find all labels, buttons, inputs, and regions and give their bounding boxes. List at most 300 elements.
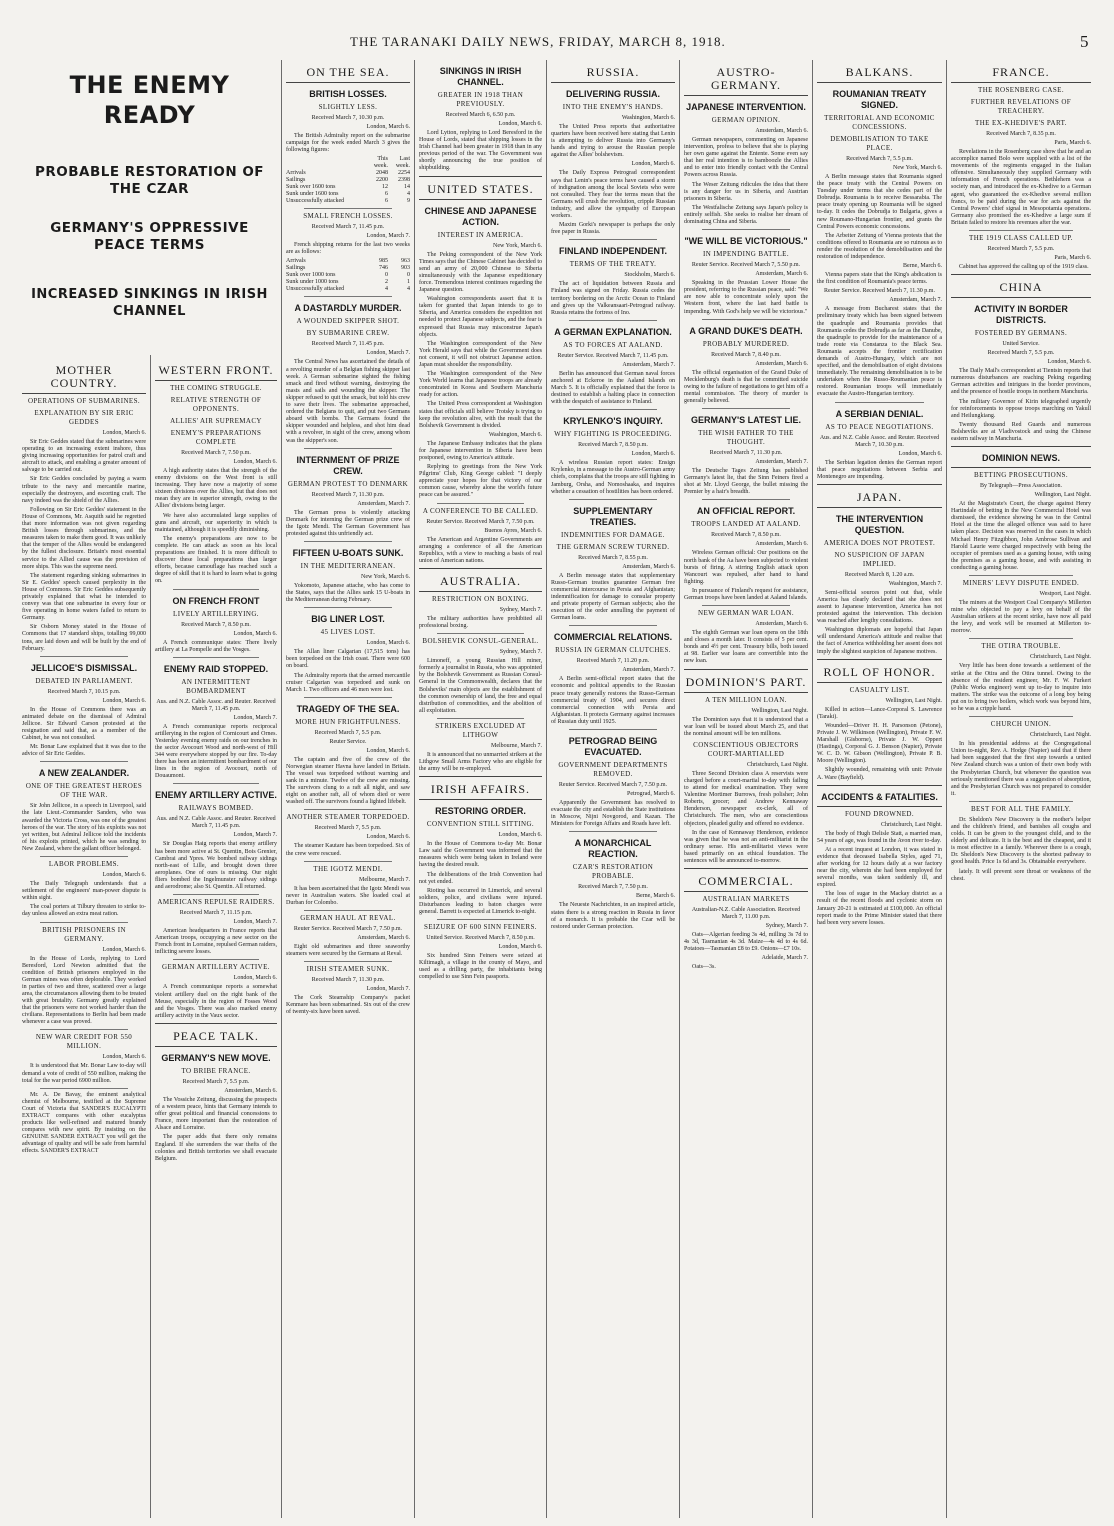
dateline: Melbourne, March 7. [491, 742, 542, 749]
rule [702, 605, 790, 606]
subheading: IRISH STEAMER SUNK. [306, 965, 390, 974]
paragraph: The deliberations of the Irish Convention had not yet ended. [419, 871, 542, 885]
rule [569, 409, 657, 410]
subheading: BIG LINER LOST. [311, 614, 385, 625]
rule [835, 402, 924, 403]
subheading: THE COMING STRUGGLE. [170, 384, 262, 392]
received-line: United Service. Received March 7, 8.50 p.m. [426, 935, 535, 942]
rule [419, 176, 542, 177]
dateline: London, March 6. [366, 124, 410, 130]
rule [40, 856, 128, 857]
paragraph: Sir John Jellicoe, in a speech in Liverpool, said the late Lieut.-Commander Sanders, who was awarded the Victoria Cross, was one of the greatest heroes of the war. The story of his exploits was not yet written, but Admiral Jellicoe told the incidents of his exploits printed, which he was sending to New Zealand, where the gallant officer belonged. [22, 803, 146, 852]
page-number: 5 [1080, 32, 1089, 51]
received-line: United Service. [1002, 341, 1040, 348]
paragraph: Wireless German official: Our positions on the north bank of the Aa have been subjected to violent bursts of firing. A stirring English attack upon Wancourt was repulsed, after hand to hand fighting. [684, 550, 808, 585]
dateline: London, March 6. [233, 459, 277, 465]
subheading: AS TO PEACE NEGOTIATIONS. [825, 422, 934, 431]
paragraph: Revelations in the Rosenberg case show that he and an accomplice named Bolo were supplied with a list of the movements of the regiments engaged in the Italian offensive. Simultaneously they supplied Germany with information of French operations. Bethlehem was a society man, and introduced the ex-Khedive to a German agent, who guaranteed the ex-Khedive several million francs, to be paid during the war for acts against the Central Powers' chief signal in Mesopotamia operations. Germany also promised the ex-Khedive a large sum if Britain failed to restore his revenues after the war. [951, 149, 1091, 226]
paragraph: In the case of Kennaway Henderson, evidence was given that he was not an anti-militarist in the ordinary sense. His anti-militarist views were based primarily on an ethical foundation. The sentences will be announced to-morrow. [684, 829, 808, 864]
paragraph: Six hundred Sinn Feiners were seized at Kiltimagh, a village in the county of Mayo, and used as a drilling party, the inhabitants being compelled to use Sinn Fein passports. [419, 953, 542, 981]
table-row: Sunk under 1600 tons 6 4 [286, 191, 410, 198]
rule [951, 274, 1091, 275]
section-heading: ACCIDENTS & FATALITIES. [821, 791, 938, 802]
paragraph: The military authorities have prohibited all professional boxing. [419, 615, 542, 630]
rule [817, 484, 942, 485]
rule [173, 894, 259, 895]
paragraph: lately. It will prevent sore throat or weakness of the chest. [951, 868, 1091, 882]
paragraph: Berlin has announced that German naval forces anchored at Eckeroe in the Aaland Islands on March 5. It is officially explained that the force is destined to establish a halting place in connection with the despatch of assistance to Finland. [551, 370, 675, 406]
received-line: Received March 7, 5.5 p.m. [987, 350, 1055, 357]
rule [304, 809, 392, 810]
dateline: London, March 7. [233, 919, 277, 926]
subheading: GERMAN OPINION. [711, 116, 781, 124]
paragraph: The British Admiralty report on the submarine campaign for the week ended March 3 gives the following figures: [286, 133, 410, 154]
subheading: OPERATIONS OF SUBMARINES. [27, 397, 141, 405]
dateline: Christchurch, Last Night. [881, 821, 942, 828]
dateline: Wellington, Last Night. [885, 697, 942, 704]
rule [419, 568, 542, 569]
subheading: FINLAND INDEPENDENT. [558, 246, 667, 257]
table-row: Sunk over 1600 tons 12 14 [286, 184, 410, 191]
subheading: ENEMY'S PREPARATIONS COMPLETE [170, 429, 262, 446]
paragraph: A French communique reports a somewhat violent artillery duel on the right bank of the Meuse, especially in the region of Fosses Wood and the Vosges. There was also marked enemy artillery activity in the Vaux sector. [155, 984, 277, 1019]
dateline: Sydney, March 7. [499, 649, 542, 656]
subheading: SUPPLEMENTARY TREATIES. [573, 505, 653, 527]
received-line: Received March 7, 8.50 p.m. [578, 442, 648, 449]
paragraph: The act of liquidation between Russia and Finland was signed on Friday. Russia cedes the territory bordering on the Arctic Ocean to Finland and gives up the Valkeansaari-Petrograd railway. Russia retains the fortress of Ino. [551, 281, 675, 316]
paragraph: Cabinet has approved the calling up of the 1919 class. [959, 264, 1089, 271]
dateline: Christchurch, Last Night. [747, 761, 808, 768]
dateline: Wellington, Last Night. [751, 707, 808, 714]
dateline: Melbourne, March 7. [359, 876, 410, 883]
rule [437, 503, 524, 504]
subheading: AN OFFICIAL REPORT. [696, 506, 796, 517]
paragraph: The Vossiche Zeitung, discussing the prospects of a western peace, hints that Germany intends to offer great political and financial concessions to France, more important than the restoration of Alsace and Lorraine. [155, 1096, 277, 1132]
column-france [951, 60, 1091, 1518]
dateline: Sydney, March 7. [499, 606, 542, 613]
subheading: ANOTHER STEAMER TORPEDOED. [286, 813, 410, 822]
subheading: DEBATED IN PARLIAMENT. [35, 676, 133, 685]
dateline: London, March 6. [498, 121, 542, 127]
dateline: Amsterdam, March 7. [622, 361, 675, 368]
subheading: GERMAN HAUL AT REVAL. [300, 913, 396, 922]
subheading: AMERICA DOES NOT PROTEST. [823, 538, 936, 547]
received-line: Received March 7, 11.45 p.m. [311, 224, 385, 231]
dateline: Stockholm, March 6. [624, 272, 675, 279]
dateline: Amsterdam, March 6. [755, 621, 808, 628]
paragraph: The body of Hugh Delisle Statt, a married man, 54 years of age, was found in the Avon river to-day. [817, 830, 942, 844]
rule [702, 229, 790, 230]
subheading: BEST FOR ALL THE FAMILY. [970, 804, 1072, 813]
subheading: FIFTEEN U-BOATS SUNK. [292, 547, 404, 558]
column-rule [679, 60, 680, 1518]
section-heading: SINKINGS IN IRISH CHANNEL. [439, 66, 522, 87]
paragraph: A Berlin semi-official report states that the economic and political appendix to the Russian peace treaty generally restores the Russo-German commercial treaty of 1904, and secures direct commercial connection with Persia and Afghanistan. It protects Germany against increases of Russian duty until 1925. [551, 676, 675, 725]
dateline: Paris, March 6. [1054, 255, 1091, 262]
rule [684, 891, 808, 892]
section-heading: DOMINION NEWS. [982, 453, 1060, 464]
rule [951, 467, 1091, 468]
section-heading: BALKANS. [845, 65, 914, 79]
paragraph: The Washington correspondent of the New York World learns that Japanese troops are already concentrated in Korea and Southern Manchuria ready for action. [419, 371, 542, 399]
dateline: London, March 6. [233, 630, 277, 637]
subheading: SLIGHTLY LESS. [318, 103, 378, 111]
received-line: Received March 7, 5.5 p.m. [314, 825, 382, 832]
paragraph: The captain and five of the crew of the Norwegian steamer Havna have landed in Britain. The vessel was torpedoed without warning and sank in a minute. Twelve of the crew are missing. The survivors clung to a raft all night, and saw eight on another raft, all of whom died or were washed off. The survivors found a lighted lifebelt. [286, 756, 410, 806]
masthead-title: THE TARANAKI DAILY NEWS, FRIDAY, MARCH 8, 1918. [350, 34, 726, 49]
table-row: Sailings 746 903 [286, 265, 410, 272]
dateline: Paris, March 6. [1054, 140, 1091, 146]
paragraph: It is announced that no unmarried strikers at the Lithgow Small Arms Factory who are eligible for the army will be re-employed. [419, 751, 542, 773]
rule [569, 320, 657, 321]
paragraph: At a recent inquest at London, it was stated in evidence that deceased Isabella Styles, aged 71, after working for 12 hours daily at a war factory near the city, wherein she had been employed for several months, was taken suddenly ill, and expired. [817, 846, 942, 889]
paragraph: Apparently the Government has resolved to evacuate the city and establish the State institutions in Moscow, Nijni Novgorod, and Kazan. The Ministers for Foreign Affairs and Roads have left. [551, 800, 675, 828]
dateline: London, March 6. [233, 975, 277, 982]
rule [969, 575, 1073, 576]
rule [304, 448, 392, 449]
dateline: New York, March 6. [361, 573, 410, 580]
paragraph: Mr. Bonar Law explained that it was due to the advice of Sir Eric Geddes. [22, 744, 146, 758]
paragraph: In the House of Lords, replying to Lord Beresford, Lord Newton admitted that the condition of British prisoners employed in the German mines was often deplorable. They worked in parties of two and three, scattered over a large area, the circumstances allowing them to be treated with great brutality. Germany greatly explained that the prisoners were not worked harder than the civilians. Representations to Berlin had been made whenever a case was proved. [22, 955, 146, 1026]
paragraph: Maxim Gorki's newspaper is perhaps the only free paper in Russia. [551, 222, 675, 236]
subheading: GERMAN PROTEST TO DENMARK [287, 479, 409, 488]
paragraph: A high authority states that the strength of the enemy divisions on the West front is still increasing. They have now a majority of some sixteen divisions over the Allies, but that does not mean they are in superior strength, owing to the Allies' divisions being larger. [155, 468, 277, 510]
subheading: GREATER IN 1918 THAN PREVIOUSLY. [437, 91, 524, 108]
rule [40, 922, 128, 923]
dateline: Amsterdam, March 7. [357, 500, 410, 507]
subheading: GERMAN ARTILLERY ACTIVE. [162, 963, 270, 972]
subheading: AMERICANS REPULSE RAIDERS. [157, 898, 275, 907]
dateline: London, March 6. [498, 832, 542, 839]
subheading: LABOR PROBLEMS. [48, 860, 120, 869]
dateline: London, March 6. [102, 1054, 146, 1061]
rule [437, 919, 524, 920]
rule [304, 861, 392, 862]
section-heading: DOMINION'S PART. [685, 674, 807, 689]
section-heading: WESTERN FRONT. [158, 363, 274, 377]
subheading: ROUMANIAN TREATY SIGNED. [832, 89, 927, 110]
subheading: STRIKERS EXCLUDED AT LITHGOW [435, 721, 526, 739]
received-line: Reuter Service. Received March 7, 11.45 p.m. [557, 352, 669, 359]
rule [817, 659, 942, 660]
rule [569, 831, 657, 832]
paragraph: The Weser Zeitung ridicules the idea that there is any danger for us in Siberia, and Austrian prisoners in Siberia. [684, 181, 808, 202]
rule [419, 199, 542, 200]
paragraph: The Japanese Embassy indicates that the plans for Japanese intervention in Siberia have been postponed, owing to America's attitude. [419, 440, 542, 461]
paragraph: At the Magistrate's Court, the charge against Henry Hartindale of betting in the New Commercial Hotel was dismissed, the evidence showing he was in the Central Hotel at the time the alleged offence was said to have taken place. Decision was reserved in the cases in which Michael Henry Fitzgibbon, John Ambrose Sullivan and Harold Laurie were charged respectively with being the occupier of premises used as a gaming house, with using the premises as a gaming house, and with assisting in conducting a gaming house. [951, 501, 1091, 571]
received-line: Reuter Service. [329, 738, 367, 745]
subheading: SMALL FRENCH LOSSES. [303, 212, 393, 221]
rule [173, 589, 259, 590]
subheading: MORE HUN FRIGHTFULNESS. [295, 717, 401, 726]
rule [304, 697, 392, 698]
paragraph: Killed in action—Lance-Corporal S. Lawrence (Taraki). [817, 706, 942, 720]
subheading: EXPLANATION BY SIR ERIC GEDDES [34, 409, 134, 426]
column-austro-germany [684, 60, 808, 1518]
dateline: London, March 6. [631, 451, 675, 458]
subheading: CZAR'S RESTORATION PROBABLE. [572, 863, 654, 881]
rule [951, 82, 1091, 83]
subheading: JAPANESE INTERVENTION. [686, 102, 806, 112]
column-rule [281, 60, 282, 1518]
paragraph: Lord Lytton, replying to Lord Beresford in the House of Lords, stated that shipping losses in the Irish Channel had been greater in 1918 than in any previous period of the war. The Government was shortly announcing the true position of shipbuilding. [419, 130, 542, 172]
paragraph: Yokomoto, Japanese attache, who has come to the States, says that the Allies sank 15 U-boats in the Mediterranean during February. [286, 582, 410, 604]
rule [951, 297, 1091, 298]
paragraph: A Berlin message states that Roumania signed the peace treaty with the Central Powers on Tuesday under terms that she cedes part of the Dobrudja. Roumania is to receive Bessarabia. The peace treaty opening up Roumania will be signed to-day. It cedes the Dobrudja to Bulgaria, gives a new Roumano-Hungarian frontier, and grants the Central Powers economic concessions. [817, 174, 942, 230]
paragraph: The Cork Steamship Company's packet Kenmare has been submarined. Six out of the crew of twenty-six have been saved. [286, 995, 410, 1016]
rule [551, 82, 675, 83]
rule [969, 716, 1073, 717]
paragraph: Limoneff, a young Russian Hill miner, formerly a journalist in Russia, who was appointed by the Bolshevik Government as Russian Consul-General in the Commonwealth, declares that the Bolsheviks' main objects are the establishment of the common ownership of land, the free and equal distribution of commodities, and the abolition of all exploitation. [419, 658, 542, 714]
dateline: Washington, March 7. [888, 580, 942, 587]
paragraph: The Neueste Nachrichten, in an inspired article, states there is a strong reaction in Russia in favor of a monarch. It is probable the Czar will be restored under German protection. [551, 902, 675, 930]
paragraph: The Westfalische Zeitung says Japan's policy is entirely selfish. She seeks to realise her dream of dominating China and Siberia. [684, 204, 808, 226]
paragraph: Very little has been done towards a settlement of the strike at the Otira and the Otira tunnel. Owing to the absence of the resident engineer, Mr. F. W. Furkert (Public Works engineer) went up to-day to inquire into matters. The strike was the outcome of a long boy being put on to bring two boilers, which work was beyond him, so he was a cripple hand. [951, 663, 1091, 713]
subheading: THE INTERVENTION QUESTION. [835, 513, 924, 535]
rule [569, 499, 657, 500]
received-line: Received March 7, 8.35 p.m. [986, 131, 1056, 137]
rule [684, 669, 808, 670]
rule [173, 783, 259, 784]
subheading: THE 1919 CLASS CALLED UP. [969, 234, 1073, 243]
paragraph: Rioting has occurred in Limerick, and several soldiers, police, and civilians were injured. Disturbances leading to baton charges were general. Barrett is expected at Limerick to-night. [419, 887, 542, 915]
section-heading: FRANCE. [992, 65, 1050, 79]
subheading: BETTING PROSECUTIONS. [974, 471, 1068, 480]
received-line: Aus. and N.Z. Cable Assoc. and Reuter. Received March 7, 11.45 p.m. [156, 816, 276, 830]
rule [419, 776, 542, 777]
subheading: AUSTRALIAN MARKETS [702, 895, 790, 904]
advertisement: Mr. A. De Bavay, the eminent analytical chemist of Melbourne, testified at the Supreme Court of Victoria that SANDER'S EUCALYPTI EXTRACT compares with other eucalyptus products like well-refined and matured brandy compares with new spirit. By insisting on the GENUINE SANDER EXTRACT you will get the advantage of quality and will be safe from harmful effects. SANDER'S EXTRACT [22, 1091, 146, 1155]
rule [702, 408, 790, 409]
received-line: Reuter Service. Received March 7, 7.50 p.m. [558, 782, 668, 789]
subheading: INTO THE ENEMY'S HANDS. [562, 103, 664, 111]
subheading: A SERBIAN DENIAL. [835, 408, 924, 419]
paragraph: The United Press correspondent at Washington states that officials still believe Trotsky is trying to keep the revolution alive, with the result that the Bolshevik Government is divided. [419, 401, 542, 429]
dateline: London, March 7. [366, 350, 410, 357]
dateline: Berne, March 6. [903, 263, 942, 270]
paragraph: Oats—3s. [692, 964, 716, 971]
subheading: ACTIVITY IN BORDER DISTRICTS. [974, 304, 1068, 326]
rule [437, 633, 524, 634]
subheading: ALLIES' AIR SUPREMACY [170, 417, 262, 425]
paragraph: The Arbeiter Zeitung of Vienna protests that the conditions offered to Roumania are so ruinous as to render the resolution of the demobilisation and the restoration of independence. [817, 232, 942, 261]
subheading: RELATIVE STRENGTH OF OPPONENTS. [170, 396, 262, 413]
subheading: ONE OF THE GREATEST HEROES OF THE WAR. [25, 782, 143, 800]
subheading: ENEMY ARTILLERY ACTIVE. [155, 790, 277, 801]
received-line: Received March 7, 7.50 p.m. [578, 884, 648, 891]
column-western-front [155, 358, 277, 1518]
subheading: THE WISH FATHER TO THE THOUGHT. [698, 429, 794, 447]
dateline: London, March 7. [366, 233, 410, 240]
subheading: INTERNMENT OF PRIZE CREW. [296, 454, 400, 476]
subheading: RESTORING ORDER. [435, 806, 526, 817]
paragraph: Eight old submarines and three seaworthy steamers were secured by the Germans at Reval. [286, 943, 410, 958]
column-on-the-sea [286, 60, 410, 1518]
paragraph: Three Second Division class A reservists were charged before a court-martial to-day with failing to attend for medical examination. They were Valentine Mortimer Burrows, fresh polisher; John Roberts, grocer; and Andrew Kennaway Henderson, newspaper ex-clerk, all of Christchurch. The men, who are conscientious objectors, pleaded guilty and offered no evidence. [684, 770, 808, 827]
paragraph: Sir Eric Geddes stated that the submarines were operating to an increasing extent inshore, thus giving increasing opportunities for patrol craft and aircraft to attack, and enabling a greater amount of salvage to be carried out. [22, 439, 146, 474]
paragraph: German newspapers, commenting on Japanese intervention, profess to believe that she is playing her own game against the Entente. Some even say that her real intention is to bamboozle the Allies and to enter into friendly contact with the Central Powers across Russia. [684, 137, 808, 179]
subheading: TERMS OF THE TREATY. [569, 260, 657, 269]
paragraph: Following on Sir Eric Geddes' statement in the House of Commons, Mr. Asquith said he regretted that more information was not given regarding British losses through submarines, and the measures taken to make them good. It was unlikely that the temper of the Allies would be endangered by the fullest disclosure. Britain's most essential service to the Allied cause was the provision of more ships. This was the supreme need. [22, 506, 146, 570]
subheading: LIVELY ARTILLERYING. [173, 609, 259, 618]
dateline: London, March 6. [498, 944, 542, 951]
paragraph: A message from Bucharest states that the preliminary treaty which has been signed between the quadruple and Roumania provides that Roumania cedes the Dobrudja as far as the Danube, the quadruple to provide for the maintenance of a trade route via Constanza to the Black Sea. Roumania accepts the frontier rectification demands of Austro-Hungary, which are not specified, and the demobilisation of eight divisions immediately. The remaining demobilisation is to be undertaken when the Russo-Roumanian peace is restored. Roumanian troops will immediately evacuate the Austro-Hungarian territory. [817, 306, 942, 398]
paragraph: Sir Eric Geddes concluded by paying a warm tribute to the navy and mercantile marine, especially the destroyers, and escorting craft. The navy indeed was the shield of the Allies. [22, 476, 146, 504]
rule [419, 591, 542, 592]
dateline: London, March 6. [366, 834, 410, 841]
dateline: Westport, Last Night. [1039, 591, 1091, 597]
rule [702, 319, 790, 320]
rule [40, 1029, 128, 1030]
subheading: AS TO FORCES AT AALAND. [563, 340, 663, 349]
subheading: A TEN MILLION LOAN. [705, 695, 787, 704]
dateline: Amsterdam, March 6. [755, 360, 808, 367]
dateline: New York, March 6. [493, 242, 542, 249]
rule [969, 801, 1073, 802]
section-heading: AUSTRO-GERMANY. [710, 65, 782, 92]
paragraph: Sir Osborn Money stated in the House of Commons that 17 standard ships, totalling 99,000 tons, are laid down and will be built by the end of February. [22, 624, 146, 652]
received-line: Received March 7, 8.55 p.m. [578, 554, 648, 561]
subheading: PROBABLY MURDERED. [702, 339, 790, 348]
received-line: Received March 7, 8.50 p.m. [181, 621, 251, 628]
subheading: TROOPS LANDED AT AALAND. [691, 520, 801, 529]
received-line: Received March 7, 5.5 p.m. [987, 246, 1055, 253]
received-line: By Telegraph—Press Association. [980, 483, 1062, 490]
subheading: GERMANY'S LATEST LIE. [691, 415, 801, 426]
received-line: Received March 7, 11.30 p.m. [311, 977, 385, 984]
dateline: Christchurch, Last Night. [1030, 732, 1091, 739]
dateline: Wellington, Last Night. [1034, 492, 1091, 499]
received-line: Received March 7, 5.5 p.m. [846, 156, 913, 162]
paragraph: The loss of sugar in the Mackay district as a result of the recent floods and cyclonic storm on January 20-21 is estimated at £100,000. An official report made to the Prime Minister stated that there had been very severe losses. [817, 891, 942, 926]
subheading: INDEMNITIES FOR DAMAGE. [561, 530, 665, 539]
table-row: Arrivals 2048 2254 [286, 170, 410, 177]
paragraph: The United Press reports that authoritative quarters have been received here stating that Lenin is attempting to deliver Russia into Germany's hands and trying to arouse the Russian people against the Allies' bolshevism. [551, 124, 675, 159]
dateline: Washington, March 6. [621, 115, 675, 121]
rule [569, 729, 657, 730]
section-heading: RUSSIA. [586, 65, 640, 79]
subheading: JELLICOE'S DISMISSAL. [30, 662, 138, 673]
section-heading: ON THE SEA. [306, 65, 390, 79]
rule [702, 499, 790, 500]
rule [40, 761, 128, 762]
paragraph: Slightly wounded, remaining with unit: Private A. Ware (Bayfield). [817, 767, 942, 781]
rule [286, 82, 410, 83]
received-line: Australian-N.Z. Cable Association. Received March 7, 11.00 p.m. [691, 907, 801, 921]
section-heading: IRISH AFFAIRS. [430, 782, 531, 797]
dateline: Amsterdam, March 6. [755, 541, 808, 548]
received-line: Received March 7, 5.5 p.m. [182, 1078, 250, 1085]
rule [817, 785, 942, 786]
rule [569, 239, 657, 240]
column-rule [812, 60, 813, 1518]
paragraph: The coal porters at Tilbury threaten to strike to-day unless allowed an extra meat ration. [22, 904, 146, 918]
table-row: Unsuccessfully attacked 6 9 [286, 198, 410, 205]
section-heading: AUSTRALIA. [440, 573, 521, 588]
subheading: PETROGRAD BEING EVACUATED. [568, 736, 658, 758]
paragraph: The Central News has ascertained the details of a revolting murder of a Belgian fishing skipper last week. A German submarine sighted the fishing smack and fired without warning, destroying the masts and sails and wounding the skipper. The skipper refused to quit the smack, but told his crew to save their lives. The submarine approached, ordered the Belgians to quit, and put two Germans aboard with bombs. The Germans found the skipper wounded and helpless, and shot him dead with a revolver, in sight of the crew, among whom was the skipper's son. [286, 359, 410, 444]
rule [22, 393, 146, 394]
paragraph: Sir Douglas Haig reports that enemy artillery has been more active at St. Quentin, Bois Grenier, Cambrai and Ypres. We bombed railway sidings north-east of Lille, and brought down three aeroplanes. One of ours is missing. Our night fliers bombed the Ingelmunster railway sidings and aerodrome; also St. Quentin. All returned. [155, 841, 277, 890]
received-line: Received March 7, 8.50 p.m. [711, 532, 781, 539]
subheading: A MONARCHICAL REACTION. [574, 838, 652, 860]
subheading: BY SUBMARINE CREW. [306, 329, 390, 338]
dateline: London, March 6. [102, 697, 146, 704]
rule [969, 230, 1073, 231]
subheading: RESTRICTION ON BOXING. [432, 594, 529, 603]
paragraph: A wireless Russian report states: Ensign Krylenko, in a message to the Austro-German army chiefs, complains that the troops are still fighting in Jamburg, Orsha, and Nomoshaaka, and inquires whether a cessation of hostilities has been ordered. [551, 460, 675, 495]
dateline: London, March 6. [366, 747, 410, 754]
received-line: Aus. and N.Z. Cable Assoc. and Reuter. Received March 7, 11.45 p.m. [156, 698, 276, 712]
subheading: BRITISH PRISONERS IN GERMANY. [42, 925, 126, 943]
paragraph: The Dominion says that it is understood that a war loan will be issued about March 25, and that the nominal amount will be ten millions. [684, 716, 808, 737]
dateline: Christchurch, Last Night. [1030, 654, 1091, 661]
subheading: FOSTERED BY GERMANS. [974, 329, 1068, 338]
subheading: CONSCIENTIOUS OBJECTORS COURT-MARTIALLED [693, 740, 799, 758]
dateline: Petrograd, March 6. [627, 791, 675, 798]
dateline: Washington, March 6. [488, 431, 542, 438]
dateline: London, March 6. [102, 430, 146, 436]
subheading: A WOUNDED SKIPPER SHOT. [296, 317, 400, 326]
rule [173, 959, 259, 960]
rule [304, 541, 392, 542]
paragraph: In the House of Commons there was an animated debate on the dismissal of Admiral Jellicoe. Sir Edward Carson protested at the resignation and said that, as a member of the Cabinet, he was not consulted. [22, 706, 146, 742]
rule [969, 638, 1073, 639]
rule [419, 799, 542, 800]
dateline: Amsterdam, March 7. [889, 297, 942, 304]
table-row: Sunk under 1000 tons 2 1 [286, 279, 410, 286]
shipping-table: This Last week. week. Arrivals 2048 2254 Sailings 2200 2398 Sunk over 1600 tons 12 14 Sunk under 1600 tons 6 4 Unsuccessfully attacked 6 9 [286, 156, 410, 205]
paragraph: The Washington correspondent of the New York Herald says that while the Government does not consent, it will not obstruct Japanese action. Japan must shoulder the responsibility. [419, 340, 542, 368]
paragraph: The German press is violently attacking Denmark for interning the German prize crew of the Igotz Mendi. The German Government has protested against this unfriendly act. [286, 509, 410, 537]
rule [304, 961, 392, 962]
subheading: FOUND DROWNED. [845, 809, 914, 818]
rule [684, 95, 808, 96]
subheading: IN IMPENDING BATTLE. [703, 250, 789, 259]
received-line: Received March 8, 1.20 a.m. [844, 571, 915, 578]
subheading: BOLSHEVIK CONSUL-GENERAL. [422, 637, 539, 646]
subheading: CASUALTY LIST. [849, 685, 910, 694]
paragraph: The official organisation of the Grand Duke of Mecklenburg's death is that he committed suicide owing to the failure of negotiations to get him off a mental commission. The theory of murder is generally believed. [684, 369, 808, 404]
paragraph: A French communique states: There lively artillery at La Pompelle and the Vosges. [155, 639, 277, 653]
subheading: ENEMY RAID STOPPED. [163, 663, 269, 674]
rule [684, 868, 808, 869]
section-heading: CHINA [999, 280, 1043, 295]
rule [437, 718, 524, 719]
dateline: Amsterdam, March 6. [224, 1087, 277, 1094]
section-heading: MOTHER COUNTRY. [50, 363, 118, 390]
rule [155, 1023, 277, 1024]
paragraph: Replying to greetings from the New York Pilgrims' Club, King George cabled: "I deeply appreciate your hopes for that victory of our common cause, whereby alone the world's future peace can be assured." [419, 464, 542, 499]
subheading: GOVERNMENT DEPARTMENTS REMOVED. [558, 761, 668, 779]
subheading: A GERMAN EXPLANATION. [554, 326, 672, 337]
rule [817, 682, 942, 683]
subheading: THE ROSENBERG CASE. [978, 86, 1064, 94]
column-rule [546, 60, 547, 1518]
subheading: KRYLENKO'S INQUIRY. [563, 416, 663, 427]
dateline: Amsterdam, March 7. [755, 459, 808, 466]
subheading: IN THE MEDITERRANEAN. [300, 561, 396, 570]
paragraph: In his presidential address at the Congregational Union to-night, Rev. A. Hodge (Napier) said that if there had been suggested that the first step towards a united New Zealand church was a union of their own body with the Presbyterian Church, but whenever the question was seriously mentioned there was a suggestion of absorption, and the Presbyterian Church was not prepared to consider it. [951, 741, 1091, 797]
subheading: INTEREST IN AMERICA. [437, 230, 524, 239]
splash-headline: PROBABLE RESTORATION OF THE CZAR [34, 164, 265, 197]
subheading: SEIZURE OF 600 SINN FEINERS. [424, 923, 537, 932]
received-line: Received March 7, 11.30 p.m. [311, 491, 385, 498]
received-line: Aus. and N.Z. Cable Assoc. and Reuter. Received March 7, 10.30 p.m. [819, 434, 940, 448]
subheading: 45 LIVES LOST. [320, 628, 376, 637]
subheading: A GRAND DUKE'S DEATH. [689, 325, 803, 336]
column-rule [150, 355, 151, 1518]
